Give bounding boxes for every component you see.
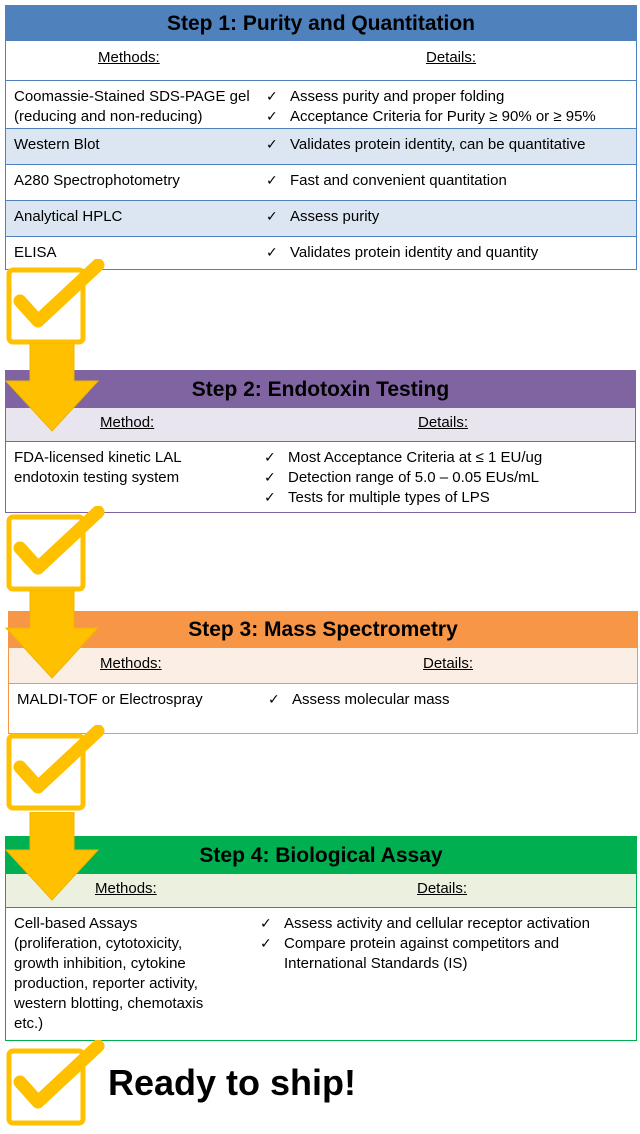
step4-row-1: [6, 908, 636, 1040]
step4-row-1-method: [14, 914, 203, 1034]
step1-row-5-details: [264, 243, 538, 263]
step4-subheader: [6, 874, 636, 908]
method-line: Western Blot: [14, 136, 100, 153]
checkmark-icon-4: [6, 1040, 108, 1128]
method-line: A280 Spectrophotometry: [14, 172, 180, 189]
ready-to-ship-text: Ready to ship!: [108, 1062, 357, 1103]
step2-subheader: [6, 408, 635, 442]
method-line: Analytical HPLC: [14, 208, 123, 225]
detail-item: ✓ Assess molecular mass: [266, 690, 450, 710]
step1-row-3: [6, 165, 636, 201]
checkmark-icon-2: [6, 506, 108, 594]
detail-item: ✓ Acceptance Criteria for Purity ≥ 90% or ≥ 95%: [264, 107, 596, 127]
detail-item: ✓ Assess purity and proper folding: [264, 87, 596, 107]
step4-title: Step 4: Biological Assay: [6, 837, 636, 874]
detail-item: ✓ Compare protein against competitors and International Standards (IS): [258, 934, 628, 974]
step4-methods-header: Methods:: [95, 880, 157, 897]
method-line: endotoxin testing system: [14, 469, 180, 486]
method-line: etc.): [14, 1015, 44, 1032]
detail-item: ✓ Assess activity and cellular receptor activation: [258, 914, 628, 934]
detail-item: ✓ Validates protein identity, can be quantitative: [264, 135, 585, 155]
step2-title: Step 2: Endotoxin Testing: [6, 371, 635, 408]
method-line: growth inhibition, cytokine: [14, 955, 186, 972]
step3-methods-header: Methods:: [100, 655, 162, 672]
step1-row-3-method: [14, 171, 180, 191]
step2-row-1: [6, 442, 635, 512]
method-line: FDA-licensed kinetic LAL: [14, 449, 182, 466]
step1-row-4-method: [14, 207, 122, 227]
step1-panel: [5, 5, 637, 270]
method-line: (proliferation, cytotoxicity,: [14, 935, 183, 952]
step1-row-1-details: [264, 87, 596, 127]
step1-title: Step 1: Purity and Quantitation: [6, 6, 636, 41]
method-line: production, reporter activity,: [14, 975, 198, 992]
detail-item: ✓ Tests for multiple types of LPS: [262, 488, 542, 508]
method-line: western blotting, chemotaxis: [14, 995, 204, 1012]
down-arrow-icon-1: [4, 343, 100, 433]
detail-item: ✓ Fast and convenient quantitation: [264, 171, 507, 191]
method-line: (reducing and non-reducing): [14, 108, 203, 125]
step1-row-2: [6, 129, 636, 165]
step3-row-1-method: [17, 690, 203, 710]
step4-row-1-details: [258, 914, 628, 974]
step3-details-header: Details:: [423, 655, 474, 672]
step1-row-1-method: [14, 87, 250, 127]
step3-title: Step 3: Mass Spectrometry: [9, 612, 637, 648]
method-line: Cell-based Assays: [14, 915, 138, 932]
step4-details-header: Details:: [417, 880, 468, 897]
step2-row-1-method: [14, 448, 182, 488]
detail-item: ✓ Validates protein identity and quantity: [264, 243, 538, 263]
step1-row-4-details: [264, 207, 379, 227]
step1-row-2-method: [14, 135, 100, 155]
detail-item: ✓ Detection range of 5.0 – 0.05 EUs/mL: [262, 468, 542, 488]
step1-methods-header: Methods:: [98, 49, 160, 66]
checkmark-icon-1: [6, 259, 108, 347]
step1-details-header: Details:: [426, 49, 477, 66]
step3-subheader: [9, 648, 637, 684]
down-arrow-icon-3: [4, 812, 100, 902]
step1-row-4: [6, 201, 636, 237]
method-line: ELISA: [14, 244, 57, 261]
detail-item: ✓ Assess purity: [264, 207, 379, 227]
step2-methods-header: Method:: [100, 414, 155, 431]
step3-row-1-details: [266, 690, 450, 710]
step3-panel: [8, 611, 638, 734]
down-arrow-icon-2: [4, 590, 100, 680]
step2-details-header: Details:: [418, 414, 469, 431]
detail-item: ✓ Most Acceptance Criteria at ≤ 1 EU/ug: [262, 448, 542, 468]
step1-subheader: [6, 41, 636, 81]
method-line: Coomassie-Stained SDS-PAGE gel: [14, 88, 250, 105]
checkmark-icon-3: [6, 725, 108, 813]
method-line: MALDI-TOF or Electrospray: [17, 691, 203, 708]
step1-row-2-details: [264, 135, 585, 155]
step2-row-1-details: [262, 448, 542, 508]
step1-row-1: [6, 81, 636, 129]
step1-row-3-details: [264, 171, 507, 191]
